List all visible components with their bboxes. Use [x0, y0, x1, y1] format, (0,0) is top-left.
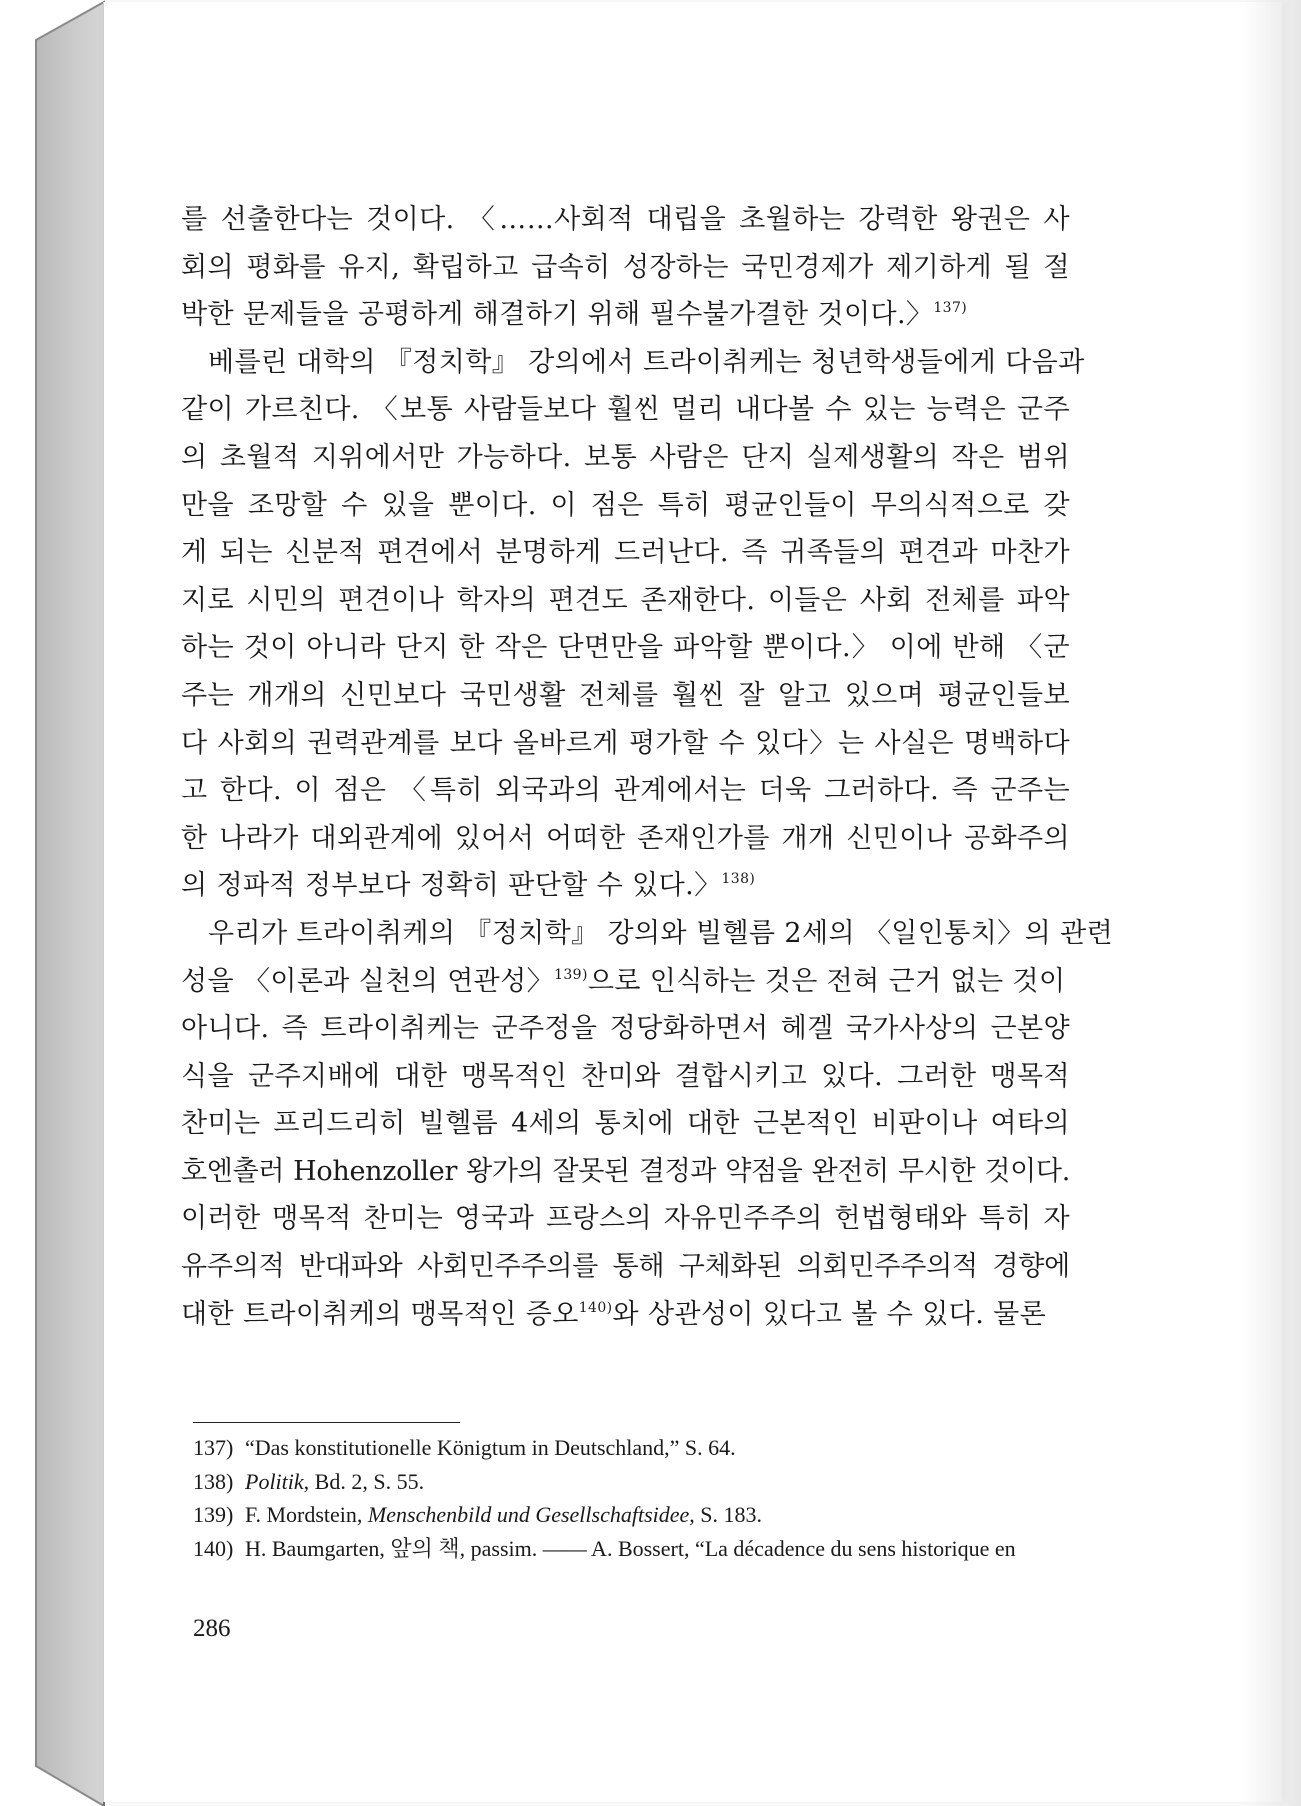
footnote-ref[interactable]: 137): [933, 300, 968, 317]
footnote-139: [193, 1498, 1070, 1532]
text-line: 하는 것이 아니라 단지 한 작은 단면만을 파악할 뿐이다.〉 이에 반해 〈군: [181, 632, 1070, 664]
text-line: [181, 958, 1070, 1006]
text-line: 유주의적 반대파와 사회민주주의를 통해 구체화된 의회민주주의적 경향에: [181, 1251, 1070, 1283]
text-line: 고 한다. 이 점은 〈특히 외국과의 관계에서는 더욱 그러하다. 즉 군주는: [181, 775, 1070, 807]
footnote-text: “Das konstitutionelle Königtum in Deutschland,” S. 64.: [245, 1435, 736, 1460]
text-line: 다 사회의 권력관계를 보다 올바르게 평가할 수 있다〉는 사실은 명백하다: [181, 727, 1070, 759]
text-span: 의 정파적 정부보다 정확히 판단할 수 있다.〉: [181, 870, 722, 902]
footnote-text: , Bd. 2, S. 55.: [303, 1468, 425, 1494]
body-text: [181, 196, 1114, 1338]
footnote-137: [193, 1431, 1070, 1465]
page-edge-shadow: [1241, 0, 1301, 1806]
text-line: 같이 가르친다. 〈보통 사람들보다 훨씬 멀리 내다볼 수 있는 능력은 군주: [181, 394, 1070, 426]
footnote-ref[interactable]: 138): [721, 871, 756, 888]
footnote-ref[interactable]: 139): [554, 966, 588, 983]
text-line: 베를린 대학의 『정치학』 강의에서 트라이취케는 청년학생들에게 다음과: [208, 346, 1085, 378]
footnote-title: Politik: [245, 1468, 304, 1494]
text-line: [181, 1291, 1070, 1339]
text-span: 박한 문제들을 공평하게 해결하기 위해 필수불가결한 것이다.〉: [181, 299, 934, 331]
text-line: 의 초월적 지위에서만 가능하다. 보통 사람은 단지 실제생활의 작은 범위: [181, 441, 1070, 473]
footnote-author: F. Mordstein,: [245, 1502, 368, 1527]
text-span: 성을 〈이론과 실천의 연관성〉: [181, 965, 555, 997]
text-span: 으로 인식하는 것은 전혀 근거 없는 것이: [587, 965, 1066, 997]
footnote-number: 140): [193, 1535, 234, 1561]
footnote-text: H. Baumgarten, 앞의 책, passim. —— A. Bossert, “La décadence du sens historique en: [245, 1535, 1016, 1561]
text-line: 회의 평화를 유지, 확립하고 급속히 성장하는 국민경제가 제기하게 될 절: [181, 251, 1070, 283]
text-span: 와 상관성이 있다고 볼 수 있다. 물론: [612, 1298, 1047, 1330]
text-line: [181, 862, 1070, 910]
text-line: 를 선출한다는 것이다. 〈……사회적 대립을 초월하는 강력한 왕권은 사: [181, 204, 1070, 235]
text-line: 아니다. 즉 트라이취케는 군주정을 정당화하면서 헤겔 국가사상의 근본양: [181, 1013, 1070, 1045]
text-line: 이러한 맹목적 찬미는 영국과 프랑스의 자유민주주의 헌법형태와 특히 자: [181, 1203, 1070, 1235]
footnote-text: , S. 183.: [689, 1502, 763, 1527]
footnote-divider: [193, 1422, 460, 1423]
footnote-ref[interactable]: 140): [578, 1299, 613, 1316]
footnote-title: Menschenbild und Gesellschaftsidee: [367, 1502, 690, 1527]
footnote-number: 138): [193, 1468, 234, 1494]
text-line: 게 되는 신분적 편견에서 분명하게 드러난다. 즉 귀족들의 편견과 마찬가: [181, 537, 1070, 569]
text-line: 호엔촐러 Hohenzoller 왕가의 잘못된 결정과 약점을 완전히 무시한 것이다.: [181, 1155, 1070, 1187]
book-spine: [0, 0, 110, 1806]
page-number: 286: [193, 1615, 231, 1642]
text-line: 찬미는 프리드리히 빌헬름 4세의 통치에 대한 근본적인 비판이나 여타의: [181, 1108, 1070, 1140]
text-span: [181, 958, 1065, 1006]
footnote-140: [193, 1532, 1070, 1566]
footnote-number: 137): [193, 1435, 234, 1460]
text-line: 주는 개개의 신민보다 국민생활 전체를 훨씬 잘 알고 있으며 평균인들보: [181, 679, 1070, 711]
text-line: [181, 291, 1070, 339]
text-line: 한 나라가 대외관계에 있어서 어떠한 존재인가를 개개 신민이나 공화주의: [181, 822, 1070, 854]
text-line: 식을 군주지배에 대한 맹목적인 찬미와 결합시키고 있다. 그러한 맹목적: [181, 1060, 1070, 1092]
footnotes: [193, 1431, 1070, 1565]
text-line: 우리가 트라이취케의 『정치학』 강의와 빌헬름 2세의 〈일인통치〉의 관련: [208, 917, 1114, 949]
text-line: 만을 조망할 수 있을 뿐이다. 이 점은 특히 평균인들이 무의식적으로 갖: [181, 489, 1070, 521]
footnote-number: 139): [193, 1502, 234, 1527]
footnote-138: [193, 1465, 1070, 1499]
text-line: 지로 시민의 편견이나 학자의 편견도 존재한다. 이들은 사회 전체를 파악: [181, 584, 1070, 616]
text-span: 대한 트라이취케의 맹목적인 증오: [181, 1298, 579, 1330]
